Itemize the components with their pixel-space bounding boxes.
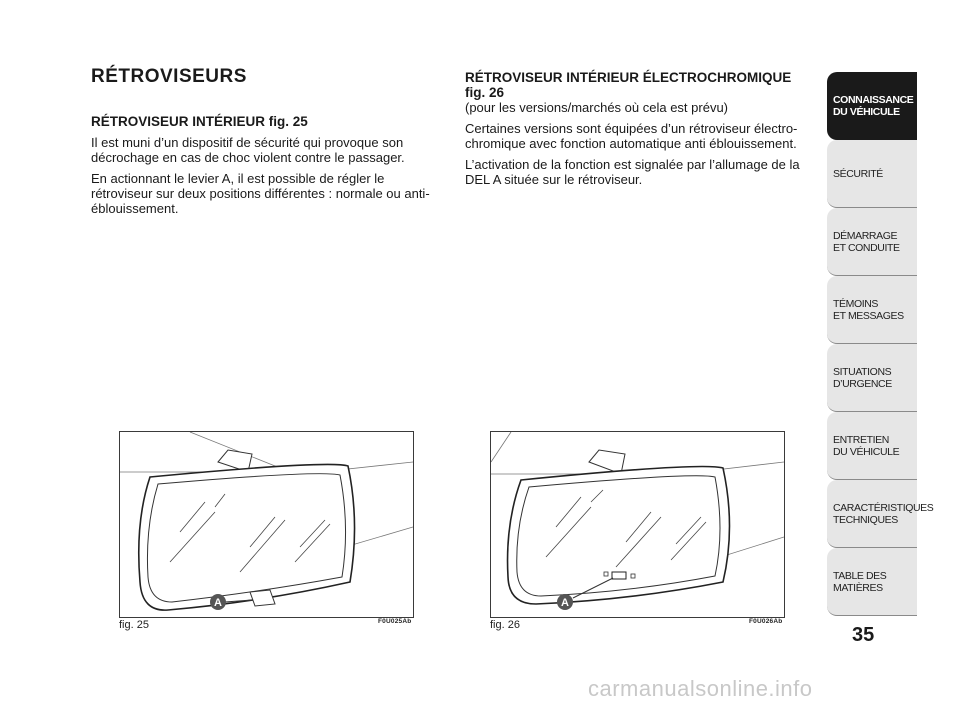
right-column bbox=[465, 70, 810, 193]
page-number: 35 bbox=[852, 624, 875, 646]
tab-situations-d-urgence[interactable]: SITUATIONS D’URGENCE bbox=[827, 344, 917, 412]
tab-temoins-et-messages[interactable]: TÉMOINS ET MESSAGES bbox=[827, 276, 917, 344]
callout-a-icon bbox=[555, 592, 575, 612]
tab-table-des-matieres[interactable]: TABLE DES MATIÈRES bbox=[827, 548, 917, 616]
figure-code: F0U026Ab bbox=[749, 618, 783, 625]
figure-code: F0U025Ab bbox=[378, 618, 412, 625]
watermark: carmanualsonline.info bbox=[588, 676, 813, 701]
subheading: (pour les versions/marchés où cela est prévu) bbox=[465, 100, 729, 115]
page-title: RÉTROVISEURS bbox=[91, 66, 247, 87]
tab-securite[interactable]: SÉCURITÉ bbox=[827, 140, 917, 208]
paragraph: Il est muni d’un dispositif de sécurité qui provoque son décrochage en cas de choc violent contre le passager. bbox=[91, 135, 405, 165]
figure-26 bbox=[490, 431, 785, 618]
callout-a-icon bbox=[208, 592, 228, 612]
paragraph: L’activation de la fonction est signalée par l’allumage de la DEL A située sur le rétroviseur. bbox=[465, 157, 800, 187]
callout-label: A bbox=[214, 597, 222, 609]
section-heading-electrochromic-mirror: RÉTROVISEUR INTÉRIEUR ÉLECTROCHROMIQUE fig. 26 bbox=[465, 70, 792, 100]
tab-demarrage-et-conduite[interactable]: DÉMARRAGE ET CONDUITE bbox=[827, 208, 917, 276]
mirror-illustration-25 bbox=[120, 432, 413, 617]
mirror-illustration-26 bbox=[491, 432, 784, 617]
figure-caption: fig. 25 bbox=[119, 619, 149, 631]
section-heading-interior-mirror: RÉTROVISEUR INTÉRIEUR fig. 25 bbox=[91, 114, 308, 129]
tab-entretien-du-vehicule[interactable]: ENTRETIEN DU VÉHICULE bbox=[827, 412, 917, 480]
figure-caption: fig. 26 bbox=[490, 619, 520, 631]
paragraph: En actionnant le levier A, il est possible de régler le rétroviseur sur deux positions différentes : normale ou anti-éblouissement. bbox=[91, 171, 430, 216]
paragraph: Certaines versions sont équipées d’un rétroviseur électro-chromique avec fonction automatique anti éblouissement. bbox=[465, 121, 798, 151]
callout-label: A bbox=[561, 597, 569, 609]
figure-25 bbox=[119, 431, 414, 618]
left-column bbox=[91, 114, 436, 222]
tab-connaissance-du-vehicule[interactable]: CONNAISSANCE DU VÉHICULE bbox=[827, 72, 917, 140]
tab-caracteristiques-techniques[interactable]: CARACTÉRISTIQUES TECHNIQUES bbox=[827, 480, 917, 548]
